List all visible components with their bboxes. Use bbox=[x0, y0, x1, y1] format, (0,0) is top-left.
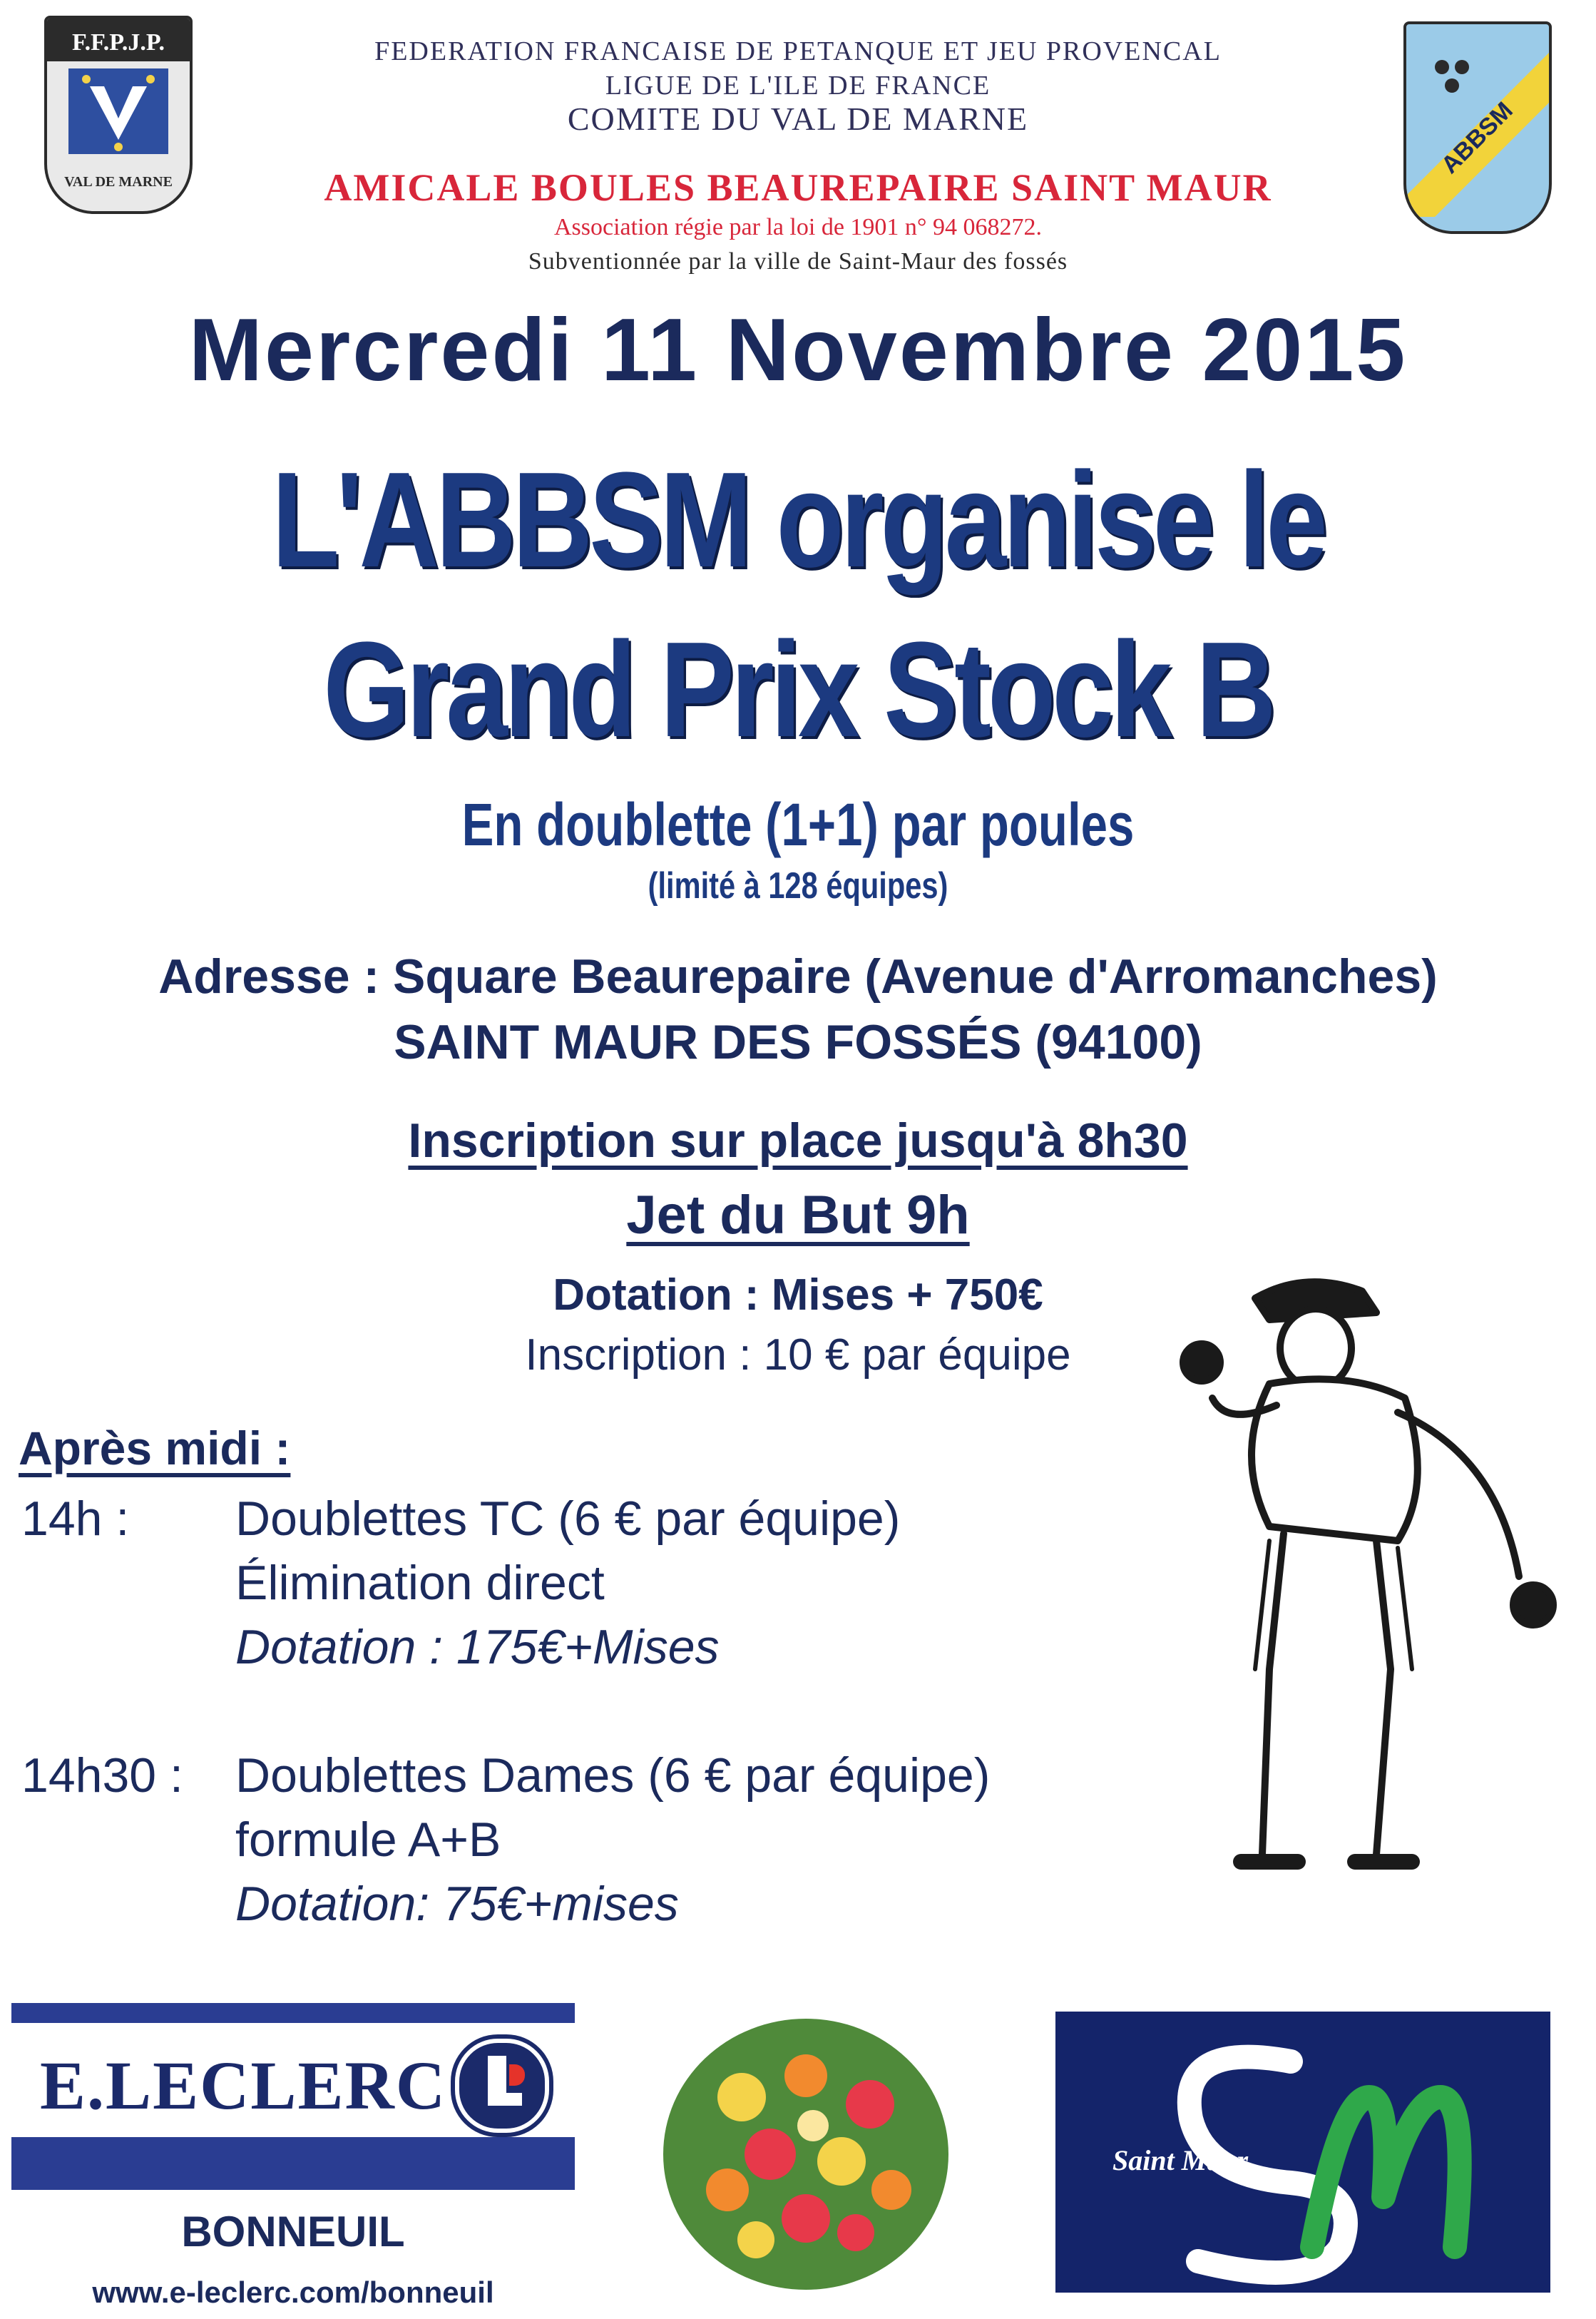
registration-line: Inscription sur place jusqu'à 8h30 bbox=[408, 1113, 1188, 1168]
association-line: Association régie par la loi de 1901 n° 94 068272. bbox=[553, 214, 1043, 240]
federation-name: FEDERATION FRANCAISE DE PETANQUE ET JEU PROVENCAL bbox=[374, 36, 1222, 66]
leclerc-city: BONNEUIL bbox=[181, 2208, 405, 2256]
ffpjp-logo-bottom: VAL DE MARNE bbox=[64, 174, 173, 190]
fee-line: Inscription : 10 € par équipe bbox=[525, 1330, 1071, 1380]
leclerc-name: E.LECLERC bbox=[40, 2047, 447, 2124]
comite-name: COMITE DU VAL DE MARNE bbox=[567, 101, 1029, 137]
saint-maur-logo bbox=[1055, 2012, 1550, 2293]
format-line: En doublette (1+1) par poules bbox=[461, 791, 1135, 858]
leclerc-url[interactable]: www.e-leclerc.com/bonneuil bbox=[92, 2275, 494, 2309]
event-1-detail: Élimination direct bbox=[235, 1556, 605, 1610]
dotation-line: Dotation : Mises + 750€ bbox=[553, 1270, 1043, 1320]
saint-maur-label: Saint Maur bbox=[1112, 2144, 1249, 2176]
event-1-time: 14h : bbox=[21, 1492, 130, 1546]
flower-bouquet-illustration bbox=[642, 1990, 970, 2304]
saint-maur-sm-icon bbox=[1055, 2012, 1550, 2293]
title-line-2: Grand Prix Stock B bbox=[323, 614, 1273, 765]
leclerc-emblem-icon bbox=[455, 2039, 549, 2133]
abbsm-logo-text: ABBSM bbox=[1436, 96, 1518, 179]
event-2-title: Doublettes Dames (6 € par équipe) bbox=[235, 1748, 991, 1803]
club-name: AMICALE BOULES BEAUREPAIRE SAINT MAUR bbox=[324, 166, 1272, 209]
event-1-dotation: Dotation : 175€+Mises bbox=[235, 1620, 720, 1674]
event-1-title: Doublettes TC (6 € par équipe) bbox=[235, 1492, 901, 1546]
ffpjp-logo-top: F.F.P.J.P. bbox=[71, 29, 165, 56]
event-2-dotation: Dotation: 75€+mises bbox=[235, 1877, 679, 1931]
city-line: SAINT MAUR DES FOSSÉS (94100) bbox=[394, 1015, 1202, 1069]
title-line-1: L'ABBSM organise le bbox=[272, 444, 1324, 596]
jet-du-but-line: Jet du But 9h bbox=[626, 1185, 970, 1245]
event-2-detail: formule A+B bbox=[235, 1813, 501, 1867]
event-date: Mercredi 11 Novembre 2015 bbox=[188, 301, 1408, 399]
subvention-line: Subventionnée par la ville de Saint-Maur des fossés bbox=[528, 248, 1068, 275]
ligue-name: LIGUE DE L'ILE DE FRANCE bbox=[605, 71, 991, 101]
petanque-player-icon bbox=[1162, 1270, 1576, 1897]
limit-line: (limité à 128 équipes) bbox=[648, 865, 948, 907]
afternoon-heading: Après midi : bbox=[19, 1422, 291, 1474]
address-line: Adresse : Square Beaurepaire (Avenue d'Arromanches) bbox=[158, 949, 1438, 1004]
petanque-player-illustration bbox=[1162, 1270, 1576, 1897]
bouquet-icon bbox=[642, 1990, 970, 2304]
leclerc-logo bbox=[11, 2023, 575, 2137]
event-2-time: 14h30 : bbox=[21, 1748, 183, 1803]
